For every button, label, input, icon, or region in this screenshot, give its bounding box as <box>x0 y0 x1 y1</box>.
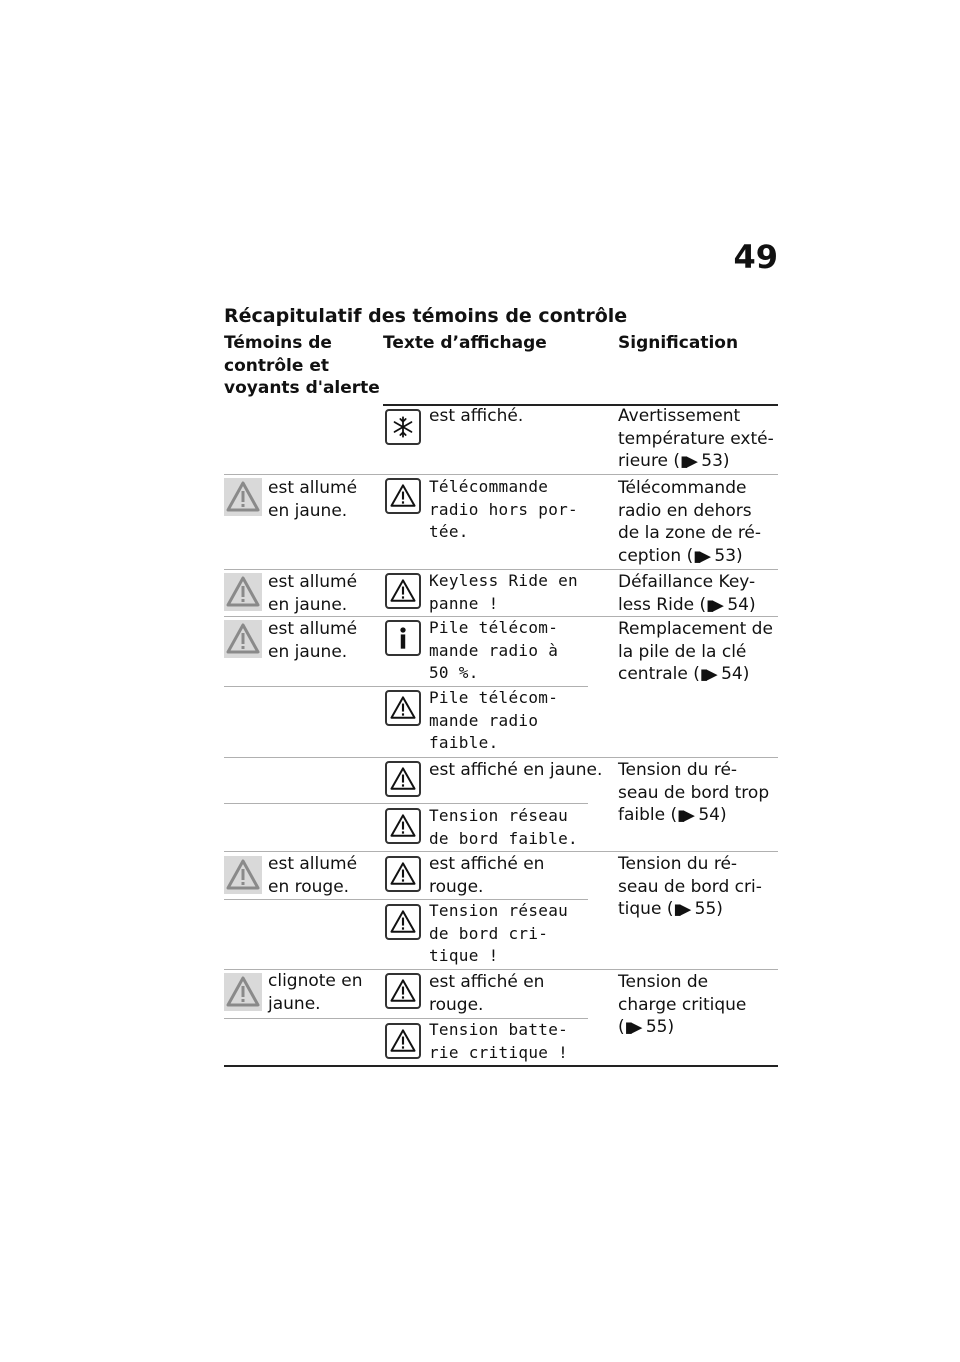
warning-triangle-icon <box>385 1023 421 1059</box>
column-header-display-text: Texte d’affichage <box>383 333 547 353</box>
display-text: Tension batte- rie critique ! <box>429 1020 569 1062</box>
indicator-text: est allumé en jaune. <box>268 619 358 662</box>
warning-triangle-icon <box>385 808 421 844</box>
page-number: 49 <box>733 238 778 276</box>
display-text: est affiché en rouge. <box>429 854 545 897</box>
display-text: Pile télécom- mande radio faible. <box>429 688 559 752</box>
row-divider <box>224 851 778 852</box>
indicator-text: est allumé en jaune. <box>268 572 358 615</box>
indicator-text: est allumé en rouge. <box>268 854 358 897</box>
warning-triangle-icon <box>385 761 421 797</box>
row-divider <box>224 803 588 804</box>
page-reference-arrow-icon: ▮▶ <box>699 665 716 683</box>
display-text: est affiché. <box>429 406 524 426</box>
meaning-text: Tension de charge critique (▮▶ 55) <box>618 972 747 1037</box>
meaning-text: Défaillance Key- less Ride (▮▶ 54) <box>618 572 756 615</box>
meaning-text: Remplacement de la pile de la clé centrale (▮▶ 54) <box>618 619 773 684</box>
section-title: Récapitulatif des témoins de contrôle <box>224 305 628 327</box>
display-text: Pile télécom- mande radio à 50 %. <box>429 618 559 682</box>
warning-triangle-icon <box>224 973 262 1011</box>
page-reference-arrow-icon: ▮▶ <box>706 595 722 614</box>
meaning-text: Avertissement température exté- rieure (▮▶ 53) <box>618 406 774 471</box>
page-reference-arrow-icon: ▮▶ <box>693 546 710 565</box>
column-header-meaning: Signification <box>618 333 739 353</box>
warning-triangle-icon <box>224 573 262 611</box>
page-reference-arrow-icon: ▮▶ <box>624 1018 641 1036</box>
warning-triangle-icon <box>224 478 262 516</box>
row-divider <box>224 757 778 758</box>
warning-triangle-icon <box>224 620 262 658</box>
warning-triangle-icon <box>385 690 421 726</box>
meaning-text: Télécommande radio en dehors de la zone de ré- ception (▮▶ 53) <box>618 478 762 566</box>
indicator-text: est allumé en jaune. <box>268 478 358 521</box>
warning-triangle-icon <box>385 478 421 514</box>
warning-triangle-icon <box>385 573 421 609</box>
display-text: est affiché en jaune. <box>429 760 603 780</box>
indicator-text: clignote en jaune. <box>268 971 363 1014</box>
warning-triangle-icon <box>224 856 262 894</box>
meaning-text: Tension du ré- seau de bord cri- tique (▮▶ 55) <box>618 854 762 919</box>
column-header-indicators: Témoins de contrôle et voyants d'alerte <box>224 333 380 398</box>
table-bottom-rule <box>224 1065 778 1067</box>
meaning-text: Tension du ré- seau de bord trop faible (▮▶ 54) <box>618 760 770 825</box>
page-reference-arrow-icon: ▮▶ <box>673 900 690 918</box>
row-divider <box>224 474 778 475</box>
display-text: Télécommande radio hors por- tée. <box>429 477 578 541</box>
page-reference-arrow-icon: ▮▶ <box>680 452 696 470</box>
warning-triangle-icon <box>385 904 421 940</box>
page-reference-arrow-icon: ▮▶ <box>677 806 693 824</box>
warning-triangle-icon <box>385 856 421 892</box>
display-text: Tension réseau de bord cri- tique ! <box>429 901 569 965</box>
snowflake-icon <box>385 409 421 445</box>
display-text: est affiché en rouge. <box>429 972 545 1015</box>
warning-triangle-icon <box>385 973 421 1009</box>
display-text: Keyless Ride en panne ! <box>429 571 578 613</box>
info-icon <box>385 620 421 656</box>
display-text: Tension réseau de bord faible. <box>429 806 578 848</box>
